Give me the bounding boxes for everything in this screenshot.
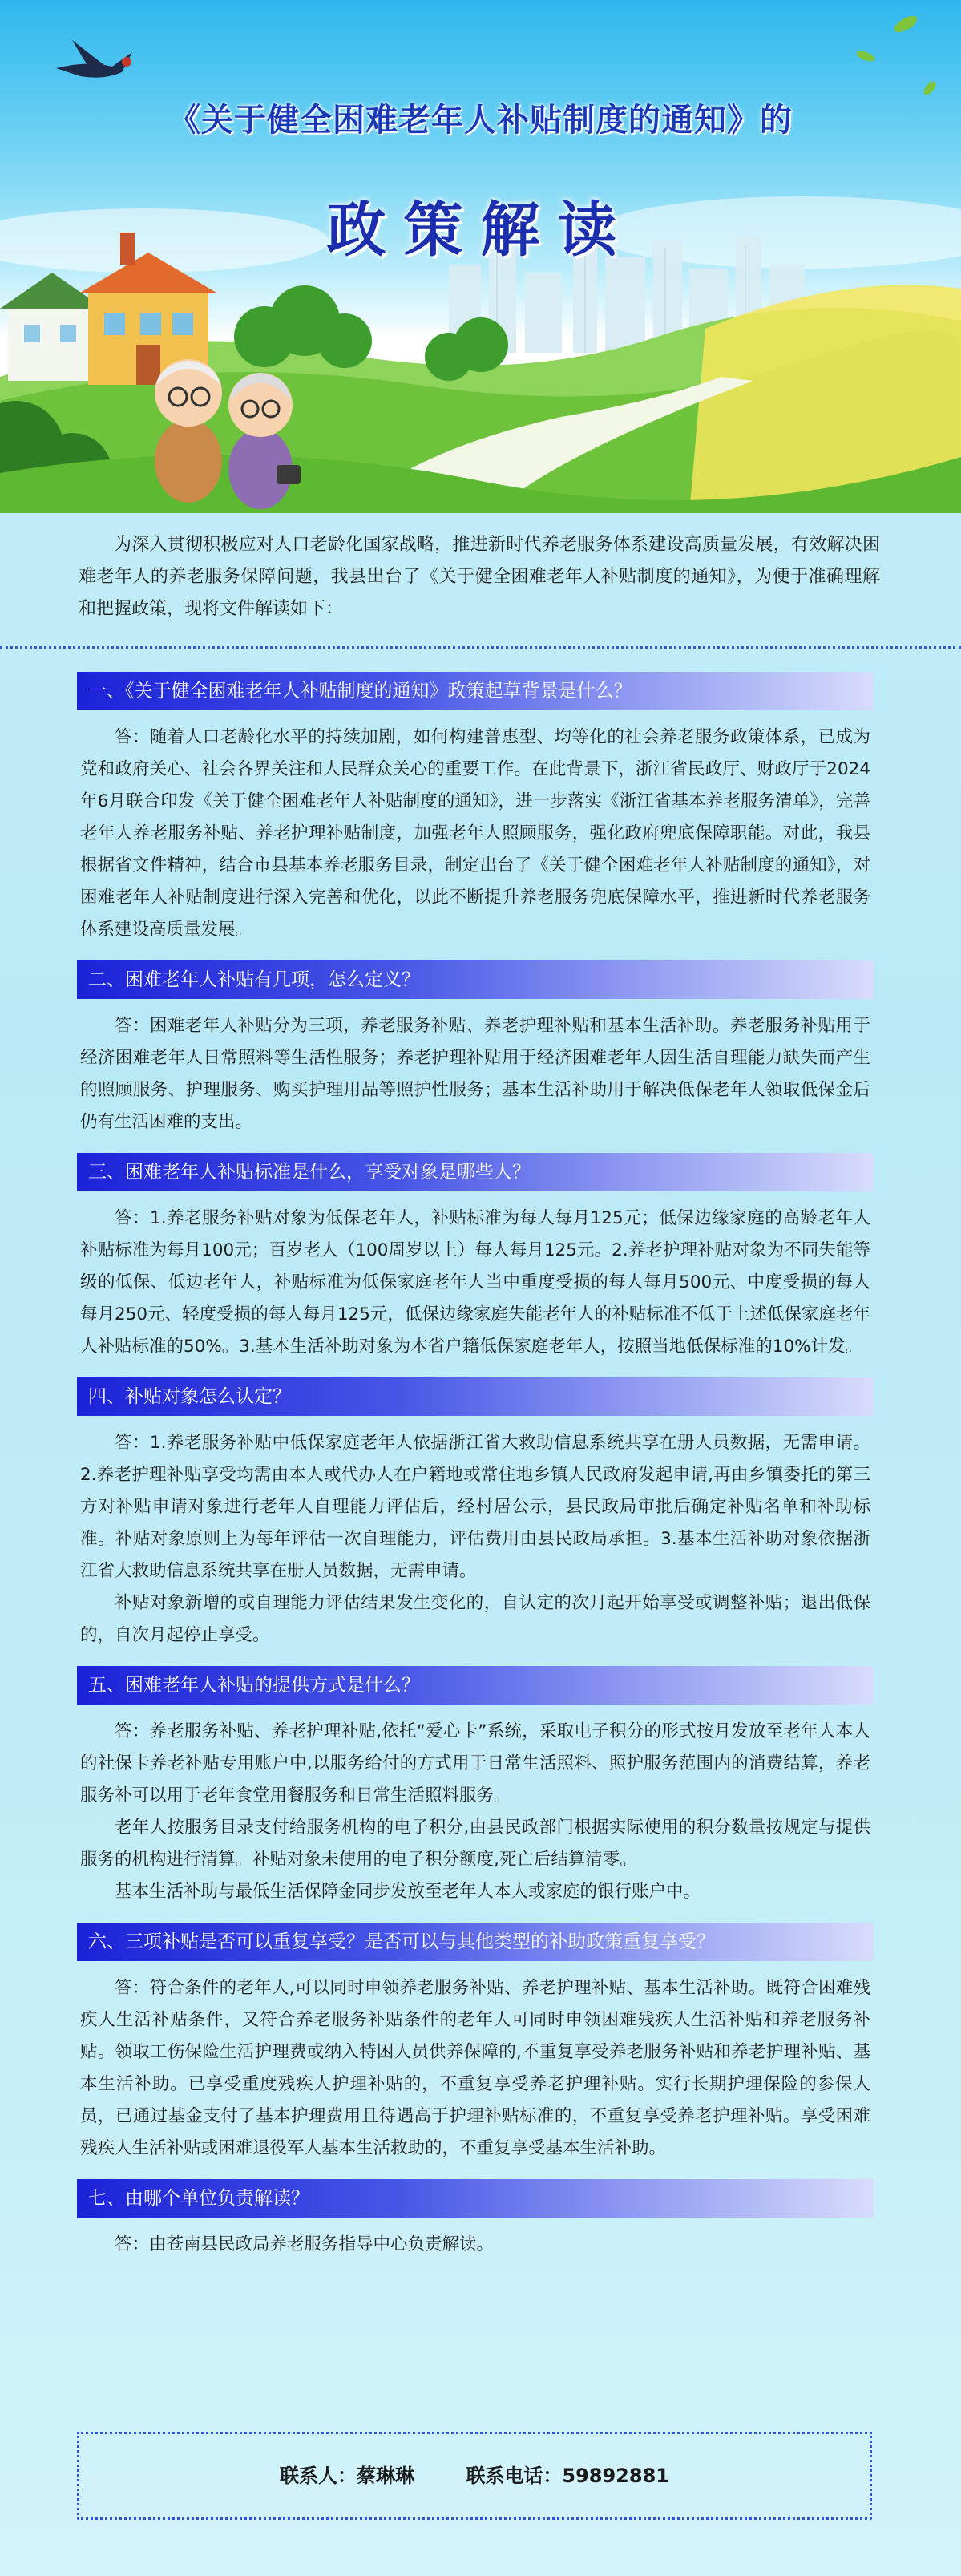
answer-paragraph: 答：随着人口老龄化水平的持续加剧，如何构建普惠型、均等化的社会养老服务政策体系，已成为党和政府关心、社会各界关注和人民群众关心的重要工作。在此背景下，浙江省民政厅、财政厅于2024年6月联合印发《关于健全困难老年人补贴制度的通知》，进一步落实《浙江省基本养老服务清单》，完善老年人养老服务补贴、养老护理补贴制度，加强老年人照顾服务，强化政府兜底保障职能。对此，我县根据省文件精神，结合市县基本养老服务目录，制定出台了《关于健全困难老年人补贴制度的通知》，对困难老年人补贴制度进行深入完善和优化，以此不断提升养老服务兜底保障水平，推进新时代养老服务体系建设高质量发展。 [80, 727, 870, 940]
answer-paragraph: 答：困难老年人补贴分为三项，养老服务补贴、养老护理补贴和基本生活补助。养老服务补贴用于经济困难老年人日常照料等生活性服务；养老护理补贴用于经济困难老年人因生活自理能力缺失而产生的照顾服务、护理服务、购买护理用品等照护性服务；基本生活补助用于解决低保老年人领取低保金后仍有生活困难的支出。 [80, 1016, 870, 1132]
contact-line [79, 2434, 870, 2517]
answer [77, 1972, 874, 2165]
answer [77, 2229, 874, 2261]
answer [77, 1427, 874, 1652]
dotted-divider [0, 646, 961, 649]
question-bar: 二、困难老年人补贴有几项，怎么定义？ [77, 960, 874, 999]
answer-paragraph: 答：1.养老服务补贴对象为低保老年人，补贴标准为每人每月125元；低保边缘家庭的高龄老年人补贴标准为每月100元；百岁老人（100周岁以上）每人每月125元。2.养老护理补贴对象为不同失能等级的低保、低边老年人，补贴标准为低保家庭老年人当中重度受损的每人每月500元、中度受损的每人每月250元、轻度受损的每人每月125元，低保边缘家庭失能老年人的补贴标准不低于上述低保家庭老年人补贴标准的50%。3.基本生活补助对象为本省户籍低保家庭老年人，按照当地低保标准的10%计发。 [80, 1208, 870, 1357]
answer [77, 1010, 874, 1138]
question-bar: 四、补贴对象怎么认定？ [77, 1377, 874, 1416]
answer [77, 1203, 874, 1363]
contact-phone: 联系电话：59892881 [466, 2465, 669, 2487]
intro-paragraph: 为深入贯彻积极应对人口老龄化国家战略，推进新时代养老服务体系建设高质量发展，有效解决困难老年人的养老服务保障问题，我县出台了《关于健全困难老年人补贴制度的通知》，为便于准确理解和把握政策，现将文件解读如下： [79, 535, 880, 619]
qa-section [77, 672, 874, 946]
qa-section [77, 1666, 874, 1908]
qa-section [77, 1923, 874, 2165]
leaf-icon [855, 13, 938, 97]
qa-section [77, 1377, 874, 1652]
qa-section [77, 960, 874, 1138]
qa-section [77, 1153, 874, 1363]
swallow-bird-icon [56, 40, 132, 78]
title-line2: 政策解读 [326, 196, 635, 265]
answer-paragraph: 答：由苍南县民政局养老服务指导中心负责解读。 [115, 2234, 495, 2255]
title-line1: 《关于健全困难老年人补贴制度的通知》的 [168, 101, 793, 139]
question-bar: 六、三项补贴是否可以重复享受？是否可以与其他类型的补助政策重复享受？ [77, 1923, 874, 1961]
question-bar: 七、由哪个单位负责解读？ [77, 2179, 874, 2218]
answer-paragraph: 答：1.养老服务补贴中低保家庭老年人依据浙江省大救助信息系统共享在册人员数据，无需申请。2.养老护理补贴享受均需由本人或代办人在户籍地或常住地乡镇人民政府发起申请,再由乡镇委托的第三方对补贴申请对象进行老年人自理能力评估后，经村居公示，县民政局审批后确定补贴名单和补助标准。补贴对象原则上为每年评估一次自理能力，评估费用由县民政局承担。3.基本生活补助对象依据浙江省大救助信息系统共享在册人员数据，无需申请。 [80, 1433, 870, 1581]
qa-sections [77, 672, 874, 2275]
question-bar: 一、《关于健全困难老年人补贴制度的通知》政策起草背景是什么？ [77, 672, 874, 710]
answer-paragraph: 答：符合条件的老年人,可以同时申领养老服务补贴、养老护理补贴、基本生活补助。既符合困难残疾人生活补贴条件，又符合养老服务补贴条件的老年人可同时申领困难残疾人生活补贴和养老服务补贴。领取工伤保险生活护理费或纳入特困人员供养保障的,不重复享受养老服务补贴和养老护理补贴、基本生活补助。已享受重度残疾人护理补贴的，不重复享受养老护理补贴。实行长期护理保险的参保人员，已通过基金支付了基本护理费用且待遇高于护理补贴标准的，不重复享受养老护理补贴。享受困难残疾人生活补贴或困难退役军人基本生活救助的，不重复享受基本生活补助。 [80, 1978, 870, 2158]
question-bar: 五、困难老年人补贴的提供方式是什么？ [77, 1666, 874, 1705]
answer-paragraph: 老年人按服务目录支付给服务机构的电子积分,由县民政部门根据实际使用的积分数量按规定与提供服务的机构进行清算。补贴对象未使用的电子积分额度,死亡后结算清零。 [80, 1818, 870, 1870]
qa-section [77, 2179, 874, 2261]
answer [77, 722, 874, 946]
header-banner [0, 0, 961, 513]
answer-paragraph: 基本生活补助与最低生活保障金同步发放至老年人本人或家庭的银行账户中。 [115, 1882, 701, 1902]
answer-paragraph: 补贴对象新增的或自理能力评估结果发生变化的，自认定的次月起开始享受或调整补贴；退出低保的，自次月起停止享受。 [80, 1593, 870, 1645]
answer-paragraph: 答：养老服务补贴、养老护理补贴,依托“爱心卡”系统，采取电子积分的形式按月发放至老年人本人的社保卡养老补贴专用账户中,以服务给付的方式用于日常生活照料、照护服务范围内的消费结算，养老服务补可以用于老年食堂用餐服务和日常生活照料服务。 [80, 1721, 870, 1806]
question-bar: 三、困难老年人补贴标准是什么，享受对象是哪些人？ [77, 1153, 874, 1191]
answer [77, 1716, 874, 1908]
contact-person: 联系人：蔡琳琳 [280, 2465, 415, 2487]
contact-box [77, 2432, 872, 2520]
